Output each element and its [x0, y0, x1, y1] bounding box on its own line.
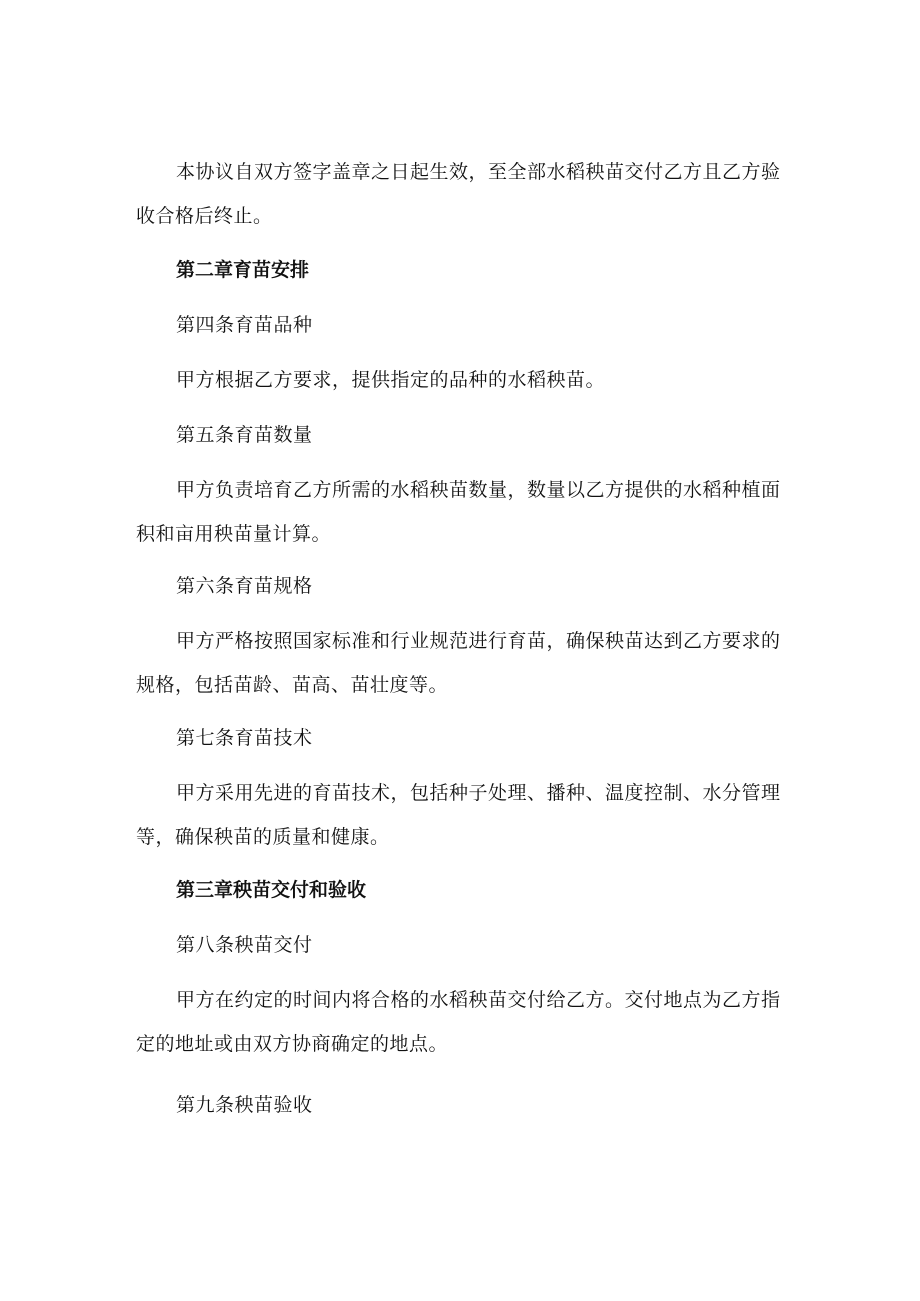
chapter-2-heading: 第二章育苗安排	[176, 259, 310, 281]
article-7-paragraph: 甲方采用先进的育苗技术，包括种子处理、播种、温度控制、水分管理等，确保秧苗的质量和健康。	[136, 782, 781, 848]
article-7-heading: 第七条育苗技术	[176, 727, 313, 749]
effective-clause-paragraph: 本协议自双方签字盖章之日起生效，至全部水稻秧苗交付乙方且乙方验收合格后终止。	[136, 161, 781, 227]
article-9-heading: 第九条秧苗验收	[176, 1094, 313, 1116]
article-8-paragraph: 甲方在约定的时间内将合格的水稻秧苗交付给乙方。交付地点为乙方指定的地址或由双方协商确定的地点。	[136, 989, 781, 1055]
article-4-heading: 第四条育苗品种	[176, 314, 313, 336]
article-6-paragraph: 甲方严格按照国家标准和行业规范进行育苗，确保秧苗达到乙方要求的规格，包括苗龄、苗高、苗壮度等。	[136, 630, 781, 696]
article-4-paragraph: 甲方根据乙方要求，提供指定的品种的水稻秧苗。	[176, 369, 606, 391]
article-6-heading: 第六条育苗规格	[176, 575, 313, 597]
article-5-heading: 第五条育苗数量	[176, 424, 313, 446]
chapter-3-heading: 第三章秧苗交付和验收	[176, 879, 367, 901]
article-8-heading: 第八条秧苗交付	[176, 934, 313, 956]
article-5-paragraph: 甲方负责培育乙方所需的水稻秧苗数量，数量以乙方提供的水稻种植面积和亩用秧苗量计算。	[136, 479, 781, 545]
